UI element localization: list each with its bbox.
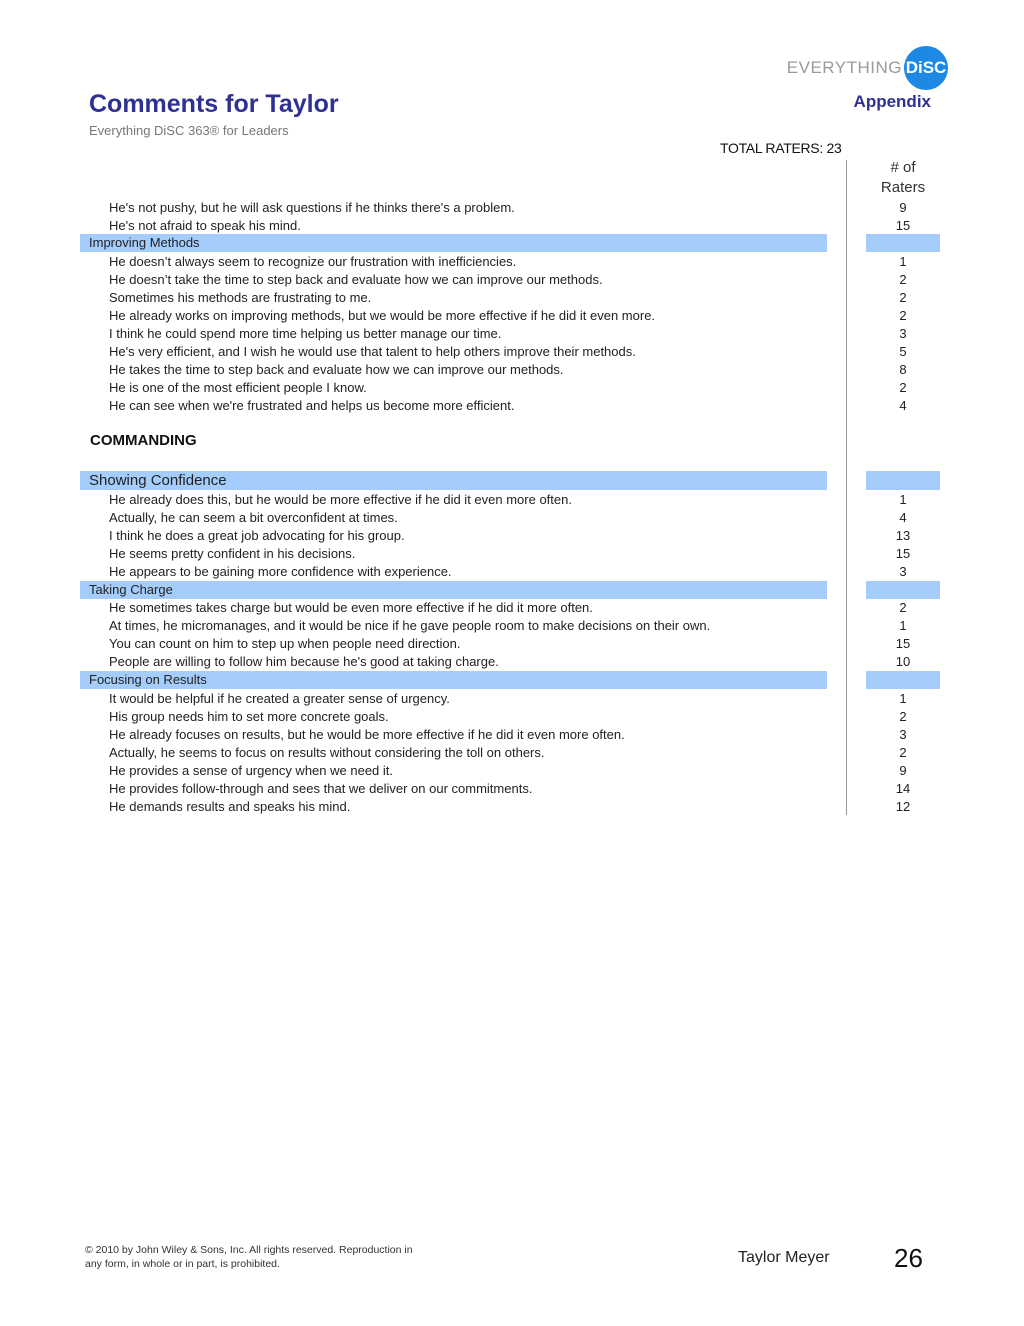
rater-count: 1 bbox=[899, 691, 907, 706]
rater-count: 2 bbox=[899, 709, 907, 724]
table-row bbox=[80, 343, 940, 361]
table-row bbox=[80, 798, 940, 816]
rater-count: 14 bbox=[895, 781, 911, 796]
table-row bbox=[80, 271, 940, 289]
copyright-line2: any form, in whole or in part, is prohibited. bbox=[85, 1258, 280, 1270]
table-row bbox=[80, 527, 940, 545]
comment-text: Actually, he seems to focus on results without considering the toll on others. bbox=[109, 745, 545, 760]
category-improving-methods bbox=[80, 234, 940, 252]
rater-count: 1 bbox=[899, 254, 907, 269]
comment-text: He demands results and speaks his mind. bbox=[109, 799, 351, 814]
comment-text: He already focuses on results, but he would be more effective if he did it even more often. bbox=[109, 727, 625, 742]
table-row bbox=[80, 599, 940, 617]
rater-count: 5 bbox=[899, 344, 907, 359]
rater-count: 4 bbox=[899, 510, 907, 525]
category-label: Taking Charge bbox=[89, 582, 173, 597]
table-row bbox=[80, 361, 940, 379]
rater-count: 9 bbox=[899, 763, 907, 778]
comment-text: He is one of the most efficient people I know. bbox=[109, 380, 367, 395]
category-count-bar bbox=[866, 581, 940, 599]
comment-text: He's not pushy, but he will ask questions if he thinks there's a problem. bbox=[109, 200, 515, 215]
comment-text: He sometimes takes charge but would be even more effective if he did it more often. bbox=[109, 600, 593, 615]
page-subtitle: Everything DiSC 363® for Leaders bbox=[89, 123, 289, 138]
table-row bbox=[80, 289, 940, 307]
table-row bbox=[80, 563, 940, 581]
table-row bbox=[80, 491, 940, 509]
rater-count: 2 bbox=[899, 600, 907, 615]
category-label: Improving Methods bbox=[89, 235, 200, 250]
comment-text: He can see when we're frustrated and helps us become more efficient. bbox=[109, 398, 515, 413]
page-title: Comments for Taylor bbox=[89, 90, 339, 118]
everything-disc-logo bbox=[787, 46, 948, 90]
rater-count: 12 bbox=[895, 799, 911, 814]
logo-text: EVERYTHING bbox=[786, 58, 902, 77]
table-row bbox=[80, 325, 940, 343]
rater-count: 2 bbox=[899, 380, 907, 395]
category-showing-confidence bbox=[80, 471, 940, 490]
page-number: 26 bbox=[894, 1243, 923, 1273]
rater-count: 2 bbox=[899, 290, 907, 305]
rater-count: 13 bbox=[895, 528, 911, 543]
rater-count: 1 bbox=[899, 618, 907, 633]
rater-count: 15 bbox=[895, 636, 911, 651]
comment-text: He provides a sense of urgency when we need it. bbox=[109, 763, 394, 778]
section-heading-commanding: COMMANDING bbox=[90, 432, 197, 449]
rater-count: 2 bbox=[899, 308, 907, 323]
table-row bbox=[80, 397, 940, 415]
comment-text: People are willing to follow him because he's good at taking charge. bbox=[109, 654, 499, 669]
report-subject-name: Taylor Meyer bbox=[738, 1249, 830, 1266]
category-bar bbox=[80, 581, 827, 599]
appendix-label: Appendix bbox=[853, 92, 931, 111]
raters-header-line2: Raters bbox=[880, 179, 926, 196]
category-taking-charge bbox=[80, 581, 940, 599]
table-row bbox=[80, 199, 940, 217]
comment-text: He already works on improving methods, but we would be more effective if he did it even more. bbox=[109, 308, 656, 323]
rater-count: 3 bbox=[899, 727, 907, 742]
comment-text: I think he does a great job advocating for his group. bbox=[109, 528, 405, 543]
table-row bbox=[80, 780, 940, 798]
copyright-notice bbox=[85, 1243, 413, 1271]
table-row bbox=[80, 635, 940, 653]
table-row bbox=[80, 762, 940, 780]
table-row bbox=[80, 253, 940, 271]
comment-text: He doesn’t take the time to step back and evaluate how we can improve our methods. bbox=[109, 272, 603, 287]
rater-count: 9 bbox=[899, 200, 907, 215]
rater-count: 1 bbox=[899, 492, 907, 507]
comment-text: He's not afraid to speak his mind. bbox=[109, 218, 301, 233]
rater-count: 10 bbox=[895, 654, 911, 669]
comment-text: Sometimes his methods are frustrating to me. bbox=[109, 290, 372, 305]
table-row bbox=[80, 617, 940, 635]
category-count-bar bbox=[866, 671, 940, 689]
rater-count: 2 bbox=[899, 745, 907, 760]
rater-count: 4 bbox=[899, 398, 907, 413]
table-row bbox=[80, 307, 940, 325]
table-row bbox=[80, 708, 940, 726]
table-row bbox=[80, 509, 940, 527]
category-count-bar bbox=[866, 471, 940, 490]
rater-count: 15 bbox=[895, 546, 911, 561]
comment-text: He appears to be gaining more confidence with experience. bbox=[109, 564, 452, 579]
comment-text: Actually, he can seem a bit overconfident at times. bbox=[109, 510, 398, 525]
rater-count: 3 bbox=[899, 564, 907, 579]
rater-count: 15 bbox=[895, 218, 911, 233]
comment-text: He takes the time to step back and evaluate how we can improve our methods. bbox=[109, 362, 564, 377]
table-row bbox=[80, 744, 940, 762]
table-row bbox=[80, 217, 940, 235]
disc-badge-icon: DiSC bbox=[904, 46, 948, 90]
comment-text: It would be helpful if he created a greater sense of urgency. bbox=[109, 691, 450, 706]
raters-column-header bbox=[866, 158, 940, 198]
rater-count: 2 bbox=[899, 272, 907, 287]
category-focusing-on-results bbox=[80, 671, 940, 689]
comment-text: He already does this, but he would be more effective if he did it even more often. bbox=[109, 492, 572, 507]
category-count-bar bbox=[866, 234, 940, 252]
table-row bbox=[80, 726, 940, 744]
rater-count: 3 bbox=[899, 326, 907, 341]
comment-text: He provides follow-through and sees that we deliver on our commitments. bbox=[109, 781, 533, 796]
table-row bbox=[80, 690, 940, 708]
comment-text: His group needs him to set more concrete goals. bbox=[109, 709, 389, 724]
total-raters: TOTAL RATERS: 23 bbox=[720, 140, 842, 156]
rater-count: 8 bbox=[899, 362, 907, 377]
table-row bbox=[80, 379, 940, 397]
comment-text: You can count on him to step up when people need direction. bbox=[109, 636, 461, 651]
raters-header-line1: # of bbox=[890, 159, 916, 176]
comment-text: At times, he micromanages, and it would be nice if he gave people room to make decisions on their own. bbox=[109, 618, 711, 633]
category-label: Showing Confidence bbox=[89, 472, 227, 489]
comment-text: He's very efficient, and I wish he would use that talent to help others improve their methods. bbox=[109, 344, 636, 359]
comment-text: He seems pretty confident in his decisions. bbox=[109, 546, 356, 561]
category-label: Focusing on Results bbox=[89, 672, 207, 687]
table-row bbox=[80, 545, 940, 563]
copyright-line1: © 2010 by John Wiley & Sons, Inc. All rights reserved. Reproduction in bbox=[85, 1244, 413, 1256]
comment-text: He doesn’t always seem to recognize our frustration with inefficiencies. bbox=[109, 254, 517, 269]
comment-text: I think he could spend more time helping us better manage our time. bbox=[109, 326, 502, 341]
table-row bbox=[80, 653, 940, 671]
